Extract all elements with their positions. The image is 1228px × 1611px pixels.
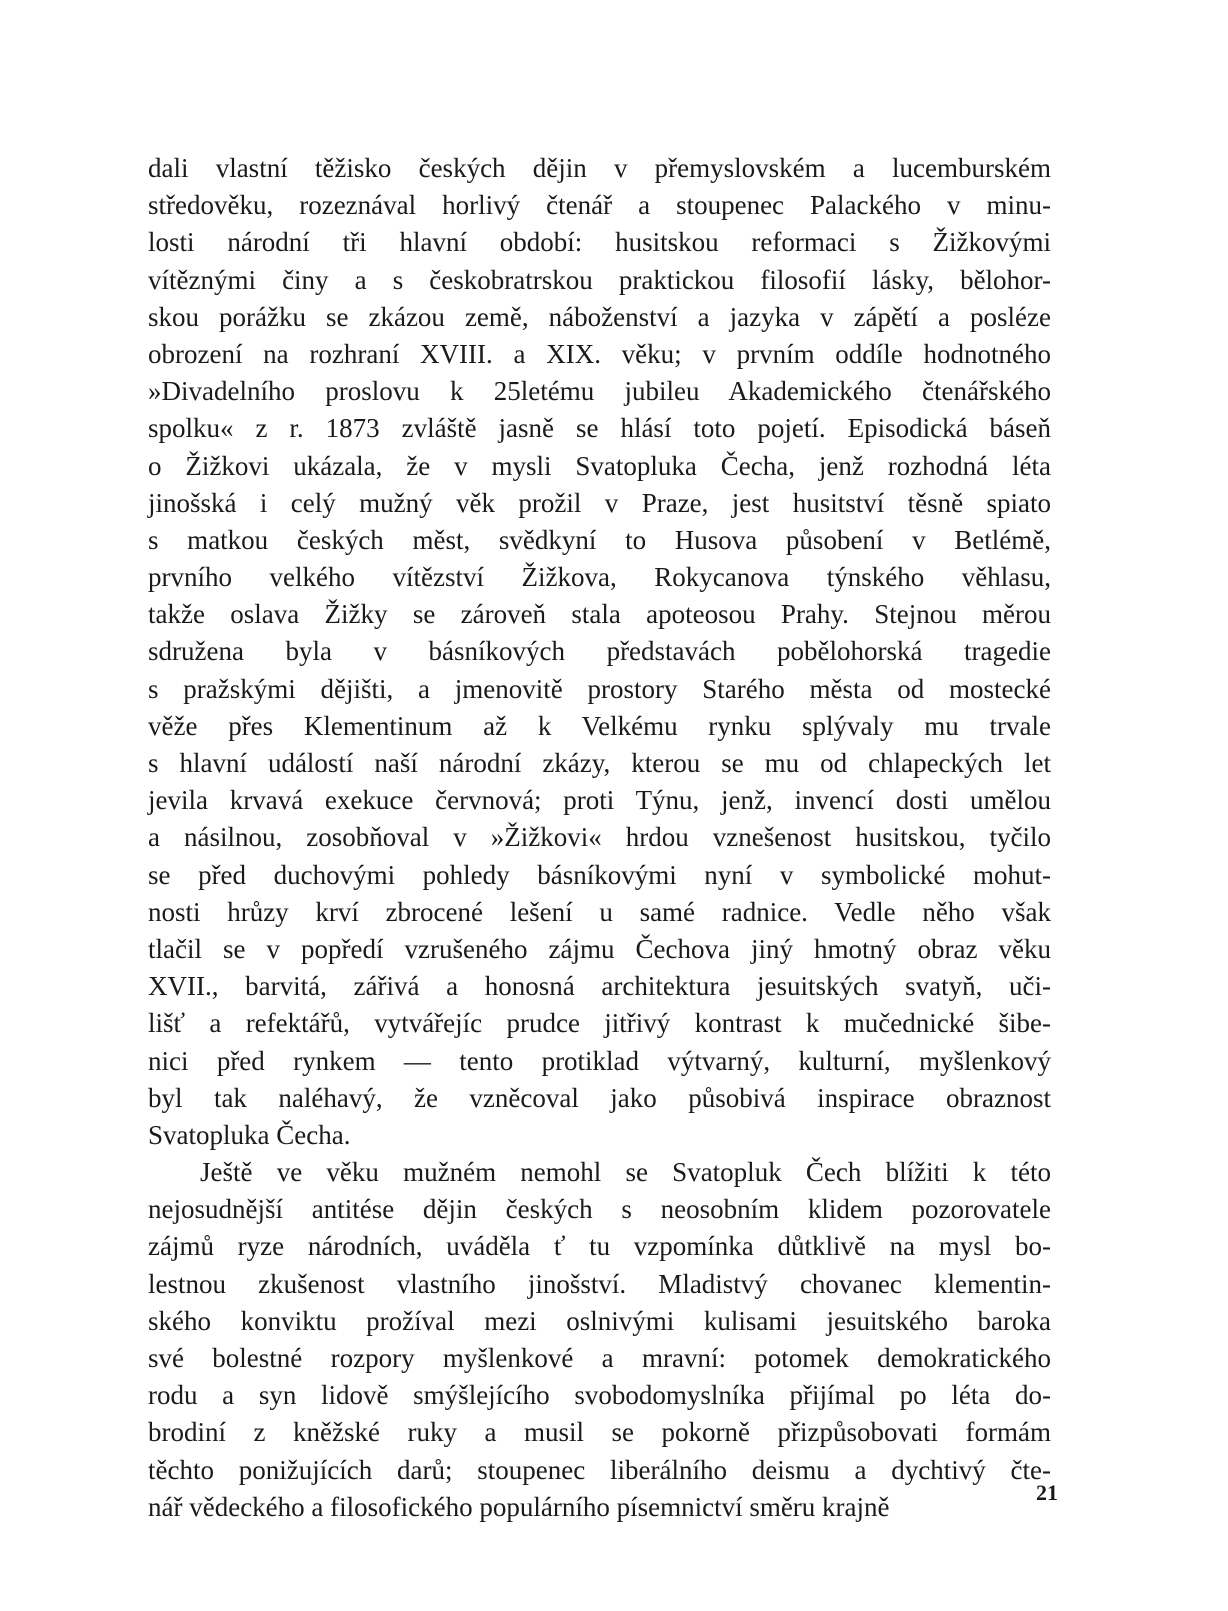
text-line: XVII., barvitá, zářivá a honosná architektura jesuitských svatyň, uči- <box>148 971 1051 1002</box>
text-line: losti národní tři hlavní období: husitskou reformaci s Žižkovými <box>148 227 1051 258</box>
text-line: lestnou zkušenost vlastního jinošství. Mladistvý chovanec klementin- <box>148 1268 1051 1299</box>
text-line: spolku« z r. 1873 zvláště jasně se hlásí toto pojetí. Episodická báseň <box>148 413 1051 444</box>
text-line: vítěznými činy a s českobratrskou praktickou filosofií lásky, bělohor- <box>148 264 1051 295</box>
text-line: nejosudnější antitése dějin českých s neosobním klidem pozorovatele <box>148 1194 1051 1225</box>
text-line: o Žižkovi ukázala, že v mysli Svatopluka Čecha, jenž rozhodná léta <box>148 450 1051 481</box>
text-line: těchto ponižujících darů; stoupenec liberálního deismu a dychtivý čte- <box>148 1454 1051 1485</box>
text-line: byl tak naléhavý, že vzněcoval jako působivá inspirace obraznost <box>148 1082 1051 1113</box>
page-number: 21 <box>1036 1480 1058 1505</box>
text-line: středověku, rozeznával horlivý čtenář a stoupenec Palackého v minu- <box>148 190 1051 221</box>
text-line: prvního velkého vítězství Žižkova, Rokycanova týnského věhlasu, <box>148 562 1051 593</box>
text-line: Ještě ve věku mužném nemohl se Svatopluk Čech blížiti k této <box>200 1157 1051 1188</box>
text-line: jinošská i celý mužný věk prožil v Praze, jest husitství těsně spiato <box>148 487 1051 518</box>
text-line: nici před rynkem — tento protiklad výtvarný, kulturní, myšlenkový <box>148 1045 1051 1076</box>
text-line: rodu a syn lidově smýšlejícího svobodomyslníka přijímal po léta do- <box>148 1380 1051 1411</box>
text-line: »Divadelního proslovu k 25letému jubileu Akademického čtenářského <box>148 376 1051 407</box>
text-line: tlačil se v popředí vzrušeného zájmu Čechova jiný hmotný obraz věku <box>148 933 1051 964</box>
text-line: zájmů ryze národních, uváděla ť tu vzpomínka důtklivě na mysl bo- <box>148 1231 1051 1262</box>
text-line: ského konviktu prožíval mezi oslnivými kulisami jesuitského baroka <box>148 1305 1051 1336</box>
text-line: skou porážku se zkázou země, náboženství a jazyka v zápětí a posléze <box>148 301 1051 332</box>
text-line: s matkou českých měst, svědkyní to Husova působení v Betlémě, <box>148 524 1051 555</box>
text-line: s hlavní událostí naší národní zkázy, kterou se mu od chlapeckých let <box>148 748 1051 778</box>
text-line: a násilnou, zosobňoval v »Žižkovi« hrdou vznešenost husitskou, tyčilo <box>148 822 1051 853</box>
text-line: jevila krvavá exekuce červnová; proti Týnu, jenž, invencí dosti umělou <box>148 785 1051 816</box>
text-line: lišť a refektářů, vytvářejíc prudce jitřivý kontrast k mučednické šibe- <box>148 1008 1051 1039</box>
text-line: Svatopluka Čecha. <box>148 1119 351 1150</box>
text-line: se před duchovými pohledy básníkovými nyní v symbolické mohut- <box>148 859 1051 890</box>
text-line: věže přes Klementinum až k Velkému rynku splývaly mu trvale <box>148 710 1051 741</box>
text-line: nosti hrůzy krví zbrocené lešení u samé radnice. Vedle něho však <box>148 896 1051 927</box>
text-line: s pražskými dějišti, a jmenovitě prostory Starého města od mostecké <box>148 673 1051 704</box>
text-line: takže oslava Žižky se zároveň stala apoteosou Prahy. Stejnou měrou <box>148 599 1051 630</box>
text-line: své bolestné rozpory myšlenkové a mravní: potomek demokratického <box>148 1343 1051 1373</box>
text-line: dali vlastní těžisko českých dějin v přemyslovském a lucemburském <box>148 153 1051 183</box>
text-line: nář vědeckého a filosofického populárního písemnictví směru krajně <box>148 1491 890 1522</box>
text-line: obrození na rozhraní XVIII. a XIX. věku; v prvním oddíle hodnotného <box>148 338 1051 369</box>
paragraph-1 <box>148 150 1051 1154</box>
paragraph-2 <box>148 1154 1051 1526</box>
text-line: sdružena byla v básníkových představách pobělohorská tragedie <box>148 636 1051 667</box>
text-line: brodiní z kněžské ruky a musil se pokorně přizpůsobovati formám <box>148 1417 1051 1448</box>
body-text <box>148 150 1051 1526</box>
